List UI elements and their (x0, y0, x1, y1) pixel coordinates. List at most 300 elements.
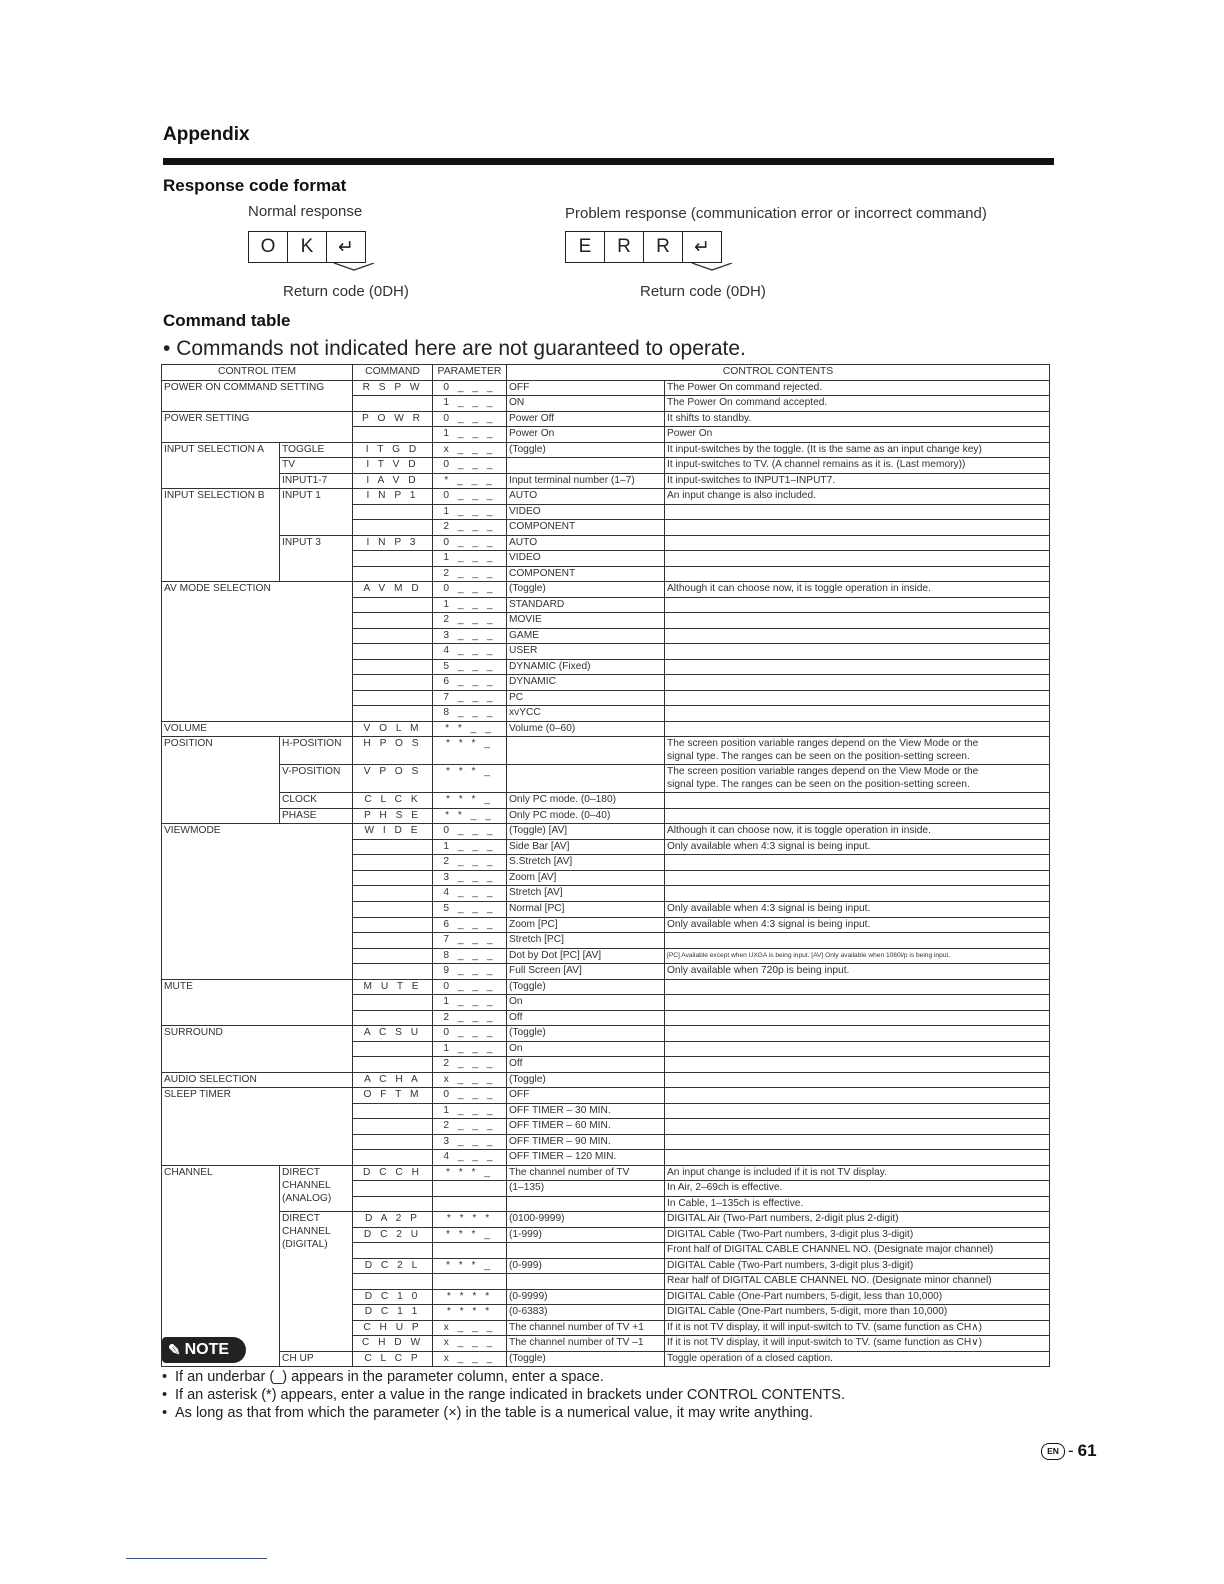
control-description (665, 979, 1050, 995)
control-description (665, 1010, 1050, 1026)
control-description: Power On (665, 427, 1050, 443)
command-code (353, 1181, 433, 1197)
section-title: Appendix (163, 124, 250, 145)
parameter-code: 1 _ _ _ (433, 1041, 507, 1057)
parameter-code: 6 _ _ _ (433, 675, 507, 691)
command-code: D C 1 1 (353, 1305, 433, 1321)
control-subitem (280, 1165, 353, 1212)
control-item: INPUT SELECTION A (162, 442, 280, 489)
command-notice-text: Commands not indicated here are not guaranteed to operate. (176, 337, 746, 360)
problem-return-code-label: Return code (0DH) (640, 283, 766, 300)
control-subitem: V-POSITION (280, 765, 353, 793)
control-description (665, 808, 1050, 824)
control-value: Side Bar [AV] (507, 839, 665, 855)
control-description (665, 1103, 1050, 1119)
control-description: Only available when 720p is being input. (665, 964, 1050, 980)
command-code (353, 427, 433, 443)
command-code (353, 870, 433, 886)
parameter-code: x _ _ _ (433, 1336, 507, 1352)
bracket-icon (333, 263, 375, 271)
control-description (665, 1041, 1050, 1057)
control-value: xvYCC (507, 706, 665, 722)
control-value: The channel number of TV –1 (507, 1336, 665, 1352)
control-value: (Toggle) (507, 442, 665, 458)
control-description (665, 613, 1050, 629)
control-value (507, 737, 665, 765)
note-item: • If an underbar (_) appears in the parameter column, enter a space. (175, 1368, 845, 1386)
command-code: D C 1 0 (353, 1289, 433, 1305)
command-code (353, 675, 433, 691)
command-code (353, 551, 433, 567)
command-code (353, 1243, 433, 1259)
parameter-code: 2 _ _ _ (433, 520, 507, 536)
command-code (353, 659, 433, 675)
parameter-code: 1 _ _ _ (433, 427, 507, 443)
subitem-line: (DIGITAL) (282, 1239, 328, 1251)
control-value: (Toggle) (507, 979, 665, 995)
control-description: It input-switches to INPUT1–INPUT7. (665, 473, 1050, 489)
command-code (353, 1274, 433, 1290)
command-code (353, 948, 433, 964)
control-description (665, 933, 1050, 949)
parameter-code: 0 _ _ _ (433, 411, 507, 427)
control-value: (Toggle) (507, 1072, 665, 1088)
table-row (162, 1026, 1050, 1042)
control-description (665, 690, 1050, 706)
command-code: V O L M (353, 721, 433, 737)
command-code (353, 706, 433, 722)
control-description (665, 886, 1050, 902)
table-row (162, 721, 1050, 737)
parameter-code: 7 _ _ _ (433, 933, 507, 949)
command-code: C H D W (353, 1336, 433, 1352)
control-description: DIGITAL Air (Two-Part numbers, 2-digit plus 2-digit) (665, 1212, 1050, 1228)
control-description: Only available when 4:3 signal is being input. (665, 839, 1050, 855)
control-value: Zoom [AV] (507, 870, 665, 886)
control-description: [PC] Available except when UXGA is being input. [AV] Only available when 1080i/p is being input. (665, 948, 1050, 964)
parameter-code: 1 _ _ _ (433, 551, 507, 567)
command-code: C H U P (353, 1320, 433, 1336)
control-subitem (280, 1212, 353, 1352)
control-description (665, 1119, 1050, 1135)
control-description (665, 737, 1050, 765)
parameter-code: 9 _ _ _ (433, 964, 507, 980)
table-row (162, 458, 1050, 474)
parameter-code: 1 _ _ _ (433, 1103, 507, 1119)
control-value: Dot by Dot [PC] [AV] (507, 948, 665, 964)
table-header-row (162, 365, 1050, 381)
command-code: A V M D (353, 582, 433, 598)
control-value: (Toggle) [AV] (507, 824, 665, 840)
control-value: ON (507, 396, 665, 412)
table-row (162, 473, 1050, 489)
control-value (507, 1243, 665, 1259)
command-code: M U T E (353, 979, 433, 995)
control-description (665, 1072, 1050, 1088)
control-value: (Toggle) (507, 1351, 665, 1367)
command-code: I T G D (353, 442, 433, 458)
control-description (665, 597, 1050, 613)
control-value: Input terminal number (1–7) (507, 473, 665, 489)
control-value: (Toggle) (507, 582, 665, 598)
control-value: S.Stretch [AV] (507, 855, 665, 871)
command-code (353, 964, 433, 980)
command-code (353, 1010, 433, 1026)
control-value: On (507, 995, 665, 1011)
control-subitem: H-POSITION (280, 737, 353, 765)
control-value: OFF TIMER – 30 MIN. (507, 1103, 665, 1119)
control-subitem: TV (280, 458, 353, 474)
table-row (162, 380, 1050, 396)
response-format-heading: Response code format (163, 176, 347, 195)
code-cell: O (249, 232, 288, 262)
control-description: It input-switches by the toggle. (It is the same as an input change key) (665, 442, 1050, 458)
table-row (162, 737, 1050, 765)
control-value: (1–135) (507, 1181, 665, 1197)
control-value: VIDEO (507, 551, 665, 567)
control-value: Power Off (507, 411, 665, 427)
command-code: D A 2 P (353, 1212, 433, 1228)
control-description: Front half of DIGITAL CABLE CHANNEL NO. (Designate major channel) (665, 1243, 1050, 1259)
control-description (665, 1057, 1050, 1073)
control-subitem: PHASE (280, 808, 353, 824)
control-description: Although it can choose now, it is toggle operation in inside. (665, 582, 1050, 598)
control-item: SLEEP TIMER (162, 1088, 353, 1166)
control-description (665, 520, 1050, 536)
parameter-code: 2 _ _ _ (433, 566, 507, 582)
parameter-code: * * * _ (433, 793, 507, 809)
control-description: The Power On command accepted. (665, 396, 1050, 412)
page-number-value: 61 (1077, 1441, 1097, 1460)
control-description: Only available when 4:3 signal is being input. (665, 917, 1050, 933)
control-description (665, 659, 1050, 675)
note-item: • As long as that from which the parameter (×) in the table is a numerical value, it may write anything. (175, 1404, 845, 1422)
command-code (353, 566, 433, 582)
parameter-code: 4 _ _ _ (433, 886, 507, 902)
subitem-line: DIRECT (282, 1166, 320, 1178)
control-item: POWER ON COMMAND SETTING (162, 380, 353, 411)
parameter-code (433, 1181, 507, 1197)
command-code: P O W R (353, 411, 433, 427)
table-row (162, 489, 1050, 505)
parameter-code: 0 _ _ _ (433, 824, 507, 840)
parameter-code: 3 _ _ _ (433, 870, 507, 886)
parameter-code: 1 _ _ _ (433, 396, 507, 412)
table-row (162, 793, 1050, 809)
control-description (665, 566, 1050, 582)
control-value: Normal [PC] (507, 901, 665, 917)
control-description: DIGITAL Cable (One-Part numbers, 5-digit, less than 10,000) (665, 1289, 1050, 1305)
command-code (353, 520, 433, 536)
header-command: COMMAND (353, 365, 433, 381)
control-value: Only PC mode. (0–40) (507, 808, 665, 824)
control-description: If it is not TV display, it will input-switch to TV. (same function as CH∧) (665, 1320, 1050, 1336)
command-code: A C H A (353, 1072, 433, 1088)
control-item: SURROUND (162, 1026, 353, 1073)
section-rule (163, 158, 1054, 165)
command-table (161, 364, 1050, 1367)
bracket-icon (691, 263, 733, 271)
control-value (507, 765, 665, 793)
table-row (162, 535, 1050, 551)
command-code (353, 1103, 433, 1119)
control-description: Although it can choose now, it is toggle operation in inside. (665, 824, 1050, 840)
control-subitem: TOGGLE (280, 442, 353, 458)
description-line: The screen position variable ranges depend on the View Mode or the (667, 766, 979, 778)
parameter-code (433, 1243, 507, 1259)
parameter-code: 0 _ _ _ (433, 489, 507, 505)
command-code (353, 1196, 433, 1212)
parameter-code: x _ _ _ (433, 1351, 507, 1367)
footer-line (126, 1558, 267, 1559)
control-value: DYNAMIC (507, 675, 665, 691)
parameter-code: 0 _ _ _ (433, 458, 507, 474)
command-code (353, 1041, 433, 1057)
control-description: It shifts to standby. (665, 411, 1050, 427)
control-description: DIGITAL Cable (One-Part numbers, 5-digit, more than 10,000) (665, 1305, 1050, 1321)
command-code: V P O S (353, 765, 433, 793)
subitem-line: CHANNEL (282, 1179, 331, 1191)
command-code: I A V D (353, 473, 433, 489)
control-value: Power On (507, 427, 665, 443)
command-code: A C S U (353, 1026, 433, 1042)
parameter-code: * * * _ (433, 1165, 507, 1181)
command-code (353, 1119, 433, 1135)
control-value: OFF (507, 1088, 665, 1104)
description-line: signal type. The ranges can be seen on the position-setting screen. (667, 751, 970, 763)
control-description (665, 1088, 1050, 1104)
control-value: OFF (507, 380, 665, 396)
control-description (665, 706, 1050, 722)
description-line: signal type. The ranges can be seen on the position-setting screen. (667, 779, 970, 791)
parameter-code: 0 _ _ _ (433, 535, 507, 551)
table-row (162, 979, 1050, 995)
control-value: (1-999) (507, 1227, 665, 1243)
control-description (665, 551, 1050, 567)
control-value: The channel number of TV +1 (507, 1320, 665, 1336)
parameter-code: 0 _ _ _ (433, 979, 507, 995)
control-subitem: INPUT 1 (280, 489, 353, 536)
control-value: COMPONENT (507, 566, 665, 582)
control-description (665, 1150, 1050, 1166)
parameter-code: 8 _ _ _ (433, 948, 507, 964)
page-number (1041, 1441, 1097, 1461)
control-description: DIGITAL Cable (Two-Part numbers, 3-digit plus 3-digit) (665, 1258, 1050, 1274)
control-value: (0-9999) (507, 1289, 665, 1305)
pencil-icon: ✎ (168, 1342, 181, 1359)
command-code: I T V D (353, 458, 433, 474)
command-code (353, 839, 433, 855)
control-value: Only PC mode. (0–180) (507, 793, 665, 809)
note-badge-label: NOTE (184, 1341, 230, 1358)
control-description: DIGITAL Cable (Two-Part numbers, 3-digit plus 3-digit) (665, 1227, 1050, 1243)
parameter-code: x _ _ _ (433, 442, 507, 458)
command-code: O F T M (353, 1088, 433, 1104)
normal-response-code (248, 231, 366, 263)
control-value: Stretch [AV] (507, 886, 665, 902)
code-cell: K (288, 232, 327, 262)
parameter-code: 6 _ _ _ (433, 917, 507, 933)
parameter-code: 7 _ _ _ (433, 690, 507, 706)
parameter-code: 4 _ _ _ (433, 644, 507, 660)
control-item: INPUT SELECTION B (162, 489, 280, 582)
parameter-code: 4 _ _ _ (433, 1150, 507, 1166)
note-badge (162, 1337, 246, 1363)
control-value: (Toggle) (507, 1026, 665, 1042)
control-value: MOVIE (507, 613, 665, 629)
normal-return-code-label: Return code (0DH) (283, 283, 409, 300)
parameter-code: 0 _ _ _ (433, 582, 507, 598)
control-value: AUTO (507, 535, 665, 551)
control-item: POWER SETTING (162, 411, 353, 442)
parameter-code: 1 _ _ _ (433, 597, 507, 613)
control-description (665, 855, 1050, 871)
subitem-line: (ANALOG) (282, 1192, 332, 1204)
parameter-code: 2 _ _ _ (433, 855, 507, 871)
command-code (353, 855, 433, 871)
table-row (162, 808, 1050, 824)
parameter-code: 0 _ _ _ (433, 380, 507, 396)
table-row (162, 1088, 1050, 1104)
control-value: Zoom [PC] (507, 917, 665, 933)
command-code: D C 2 L (353, 1258, 433, 1274)
parameter-code: 3 _ _ _ (433, 628, 507, 644)
control-item: VIEWMODE (162, 824, 353, 979)
header-parameter: PARAMETER (433, 365, 507, 381)
control-description (665, 1134, 1050, 1150)
command-notice: • Commands not indicated here are not guaranteed to operate. (163, 337, 746, 360)
problem-response-label: Problem response (communication error or incorrect command) (565, 205, 987, 222)
control-description (665, 995, 1050, 1011)
command-code (353, 1057, 433, 1073)
command-code: D C 2 U (353, 1227, 433, 1243)
parameter-code: 8 _ _ _ (433, 706, 507, 722)
control-value: OFF TIMER – 90 MIN. (507, 1134, 665, 1150)
command-code (353, 886, 433, 902)
control-value: (0-999) (507, 1258, 665, 1274)
parameter-code: 2 _ _ _ (433, 613, 507, 629)
code-cell: E (566, 232, 605, 262)
note-list (175, 1368, 845, 1422)
control-description (665, 644, 1050, 660)
code-cell: R (605, 232, 644, 262)
parameter-code: * * * _ (433, 1258, 507, 1274)
parameter-code: 3 _ _ _ (433, 1134, 507, 1150)
control-item: VOLUME (162, 721, 353, 737)
control-description (665, 765, 1050, 793)
command-code: D C C H (353, 1165, 433, 1181)
control-description: In Cable, 1–135ch is effective. (665, 1196, 1050, 1212)
control-value (507, 1274, 665, 1290)
control-value: COMPONENT (507, 520, 665, 536)
table-row (162, 411, 1050, 427)
control-item: AUDIO SELECTION (162, 1072, 353, 1088)
description-line: The screen position variable ranges depend on the View Mode or the (667, 738, 979, 750)
command-table-heading: Command table (163, 311, 291, 330)
parameter-code: 0 _ _ _ (433, 1026, 507, 1042)
control-description (665, 721, 1050, 737)
table-row (162, 824, 1050, 840)
control-value: Full Screen [AV] (507, 964, 665, 980)
command-code: I N P 1 (353, 489, 433, 505)
table-row (162, 765, 1050, 793)
command-code (353, 995, 433, 1011)
command-code (353, 628, 433, 644)
command-code: R S P W (353, 380, 433, 396)
parameter-code: x _ _ _ (433, 1072, 507, 1088)
control-description: Toggle operation of a closed caption. (665, 1351, 1050, 1367)
control-item: CHANNEL (162, 1165, 280, 1367)
command-code (353, 613, 433, 629)
command-code (353, 917, 433, 933)
table-row (162, 1212, 1050, 1228)
parameter-code: 1 _ _ _ (433, 995, 507, 1011)
control-description: An input change is also included. (665, 489, 1050, 505)
control-value: STANDARD (507, 597, 665, 613)
page-separator: - (1068, 1441, 1074, 1460)
control-value: OFF TIMER – 60 MIN. (507, 1119, 665, 1135)
control-value: On (507, 1041, 665, 1057)
control-value: Off (507, 1010, 665, 1026)
control-value (507, 1196, 665, 1212)
note-item: • If an asterisk (*) appears, enter a value in the range indicated in brackets under CONTROL CONTENTS. (175, 1386, 845, 1404)
control-value: The channel number of TV (507, 1165, 665, 1181)
table-row (162, 442, 1050, 458)
header-control-item: CONTROL ITEM (162, 365, 353, 381)
parameter-code: 1 _ _ _ (433, 504, 507, 520)
control-description: It input-switches to TV. (A channel remains as it is. (Last memory)) (665, 458, 1050, 474)
control-subitem: INPUT 3 (280, 535, 353, 582)
control-subitem: INPUT1-7 (280, 473, 353, 489)
control-value: (0100-9999) (507, 1212, 665, 1228)
command-code (353, 504, 433, 520)
command-code: C L C K (353, 793, 433, 809)
control-description (665, 535, 1050, 551)
parameter-code: 5 _ _ _ (433, 901, 507, 917)
parameter-code: * * * * (433, 1289, 507, 1305)
header-control-contents: CONTROL CONTENTS (507, 365, 1050, 381)
parameter-code: * * * _ (433, 737, 507, 765)
parameter-code: * * * _ (433, 765, 507, 793)
normal-response-label: Normal response (248, 203, 363, 220)
return-icon: ↵ (338, 236, 354, 258)
control-description (665, 504, 1050, 520)
control-description: An input change is included if it is not TV display. (665, 1165, 1050, 1181)
table-row (162, 1072, 1050, 1088)
control-value: Stretch [PC] (507, 933, 665, 949)
command-table-body (162, 380, 1050, 1367)
control-value: DYNAMIC (Fixed) (507, 659, 665, 675)
parameter-code: * * * * (433, 1305, 507, 1321)
table-row (162, 582, 1050, 598)
command-code (353, 1150, 433, 1166)
parameter-code: 1 _ _ _ (433, 839, 507, 855)
parameter-code: * _ _ _ (433, 473, 507, 489)
control-description: In Air, 2–69ch is effective. (665, 1181, 1050, 1197)
control-value: GAME (507, 628, 665, 644)
command-code (353, 1134, 433, 1150)
parameter-code: 2 _ _ _ (433, 1010, 507, 1026)
control-description (665, 870, 1050, 886)
parameter-code: 2 _ _ _ (433, 1119, 507, 1135)
control-value: OFF TIMER – 120 MIN. (507, 1150, 665, 1166)
parameter-code: 2 _ _ _ (433, 1057, 507, 1073)
command-code: C L C P (353, 1351, 433, 1367)
parameter-code: * * * _ (433, 1227, 507, 1243)
control-value: PC (507, 690, 665, 706)
return-icon: ↵ (694, 236, 710, 258)
control-description (665, 1026, 1050, 1042)
